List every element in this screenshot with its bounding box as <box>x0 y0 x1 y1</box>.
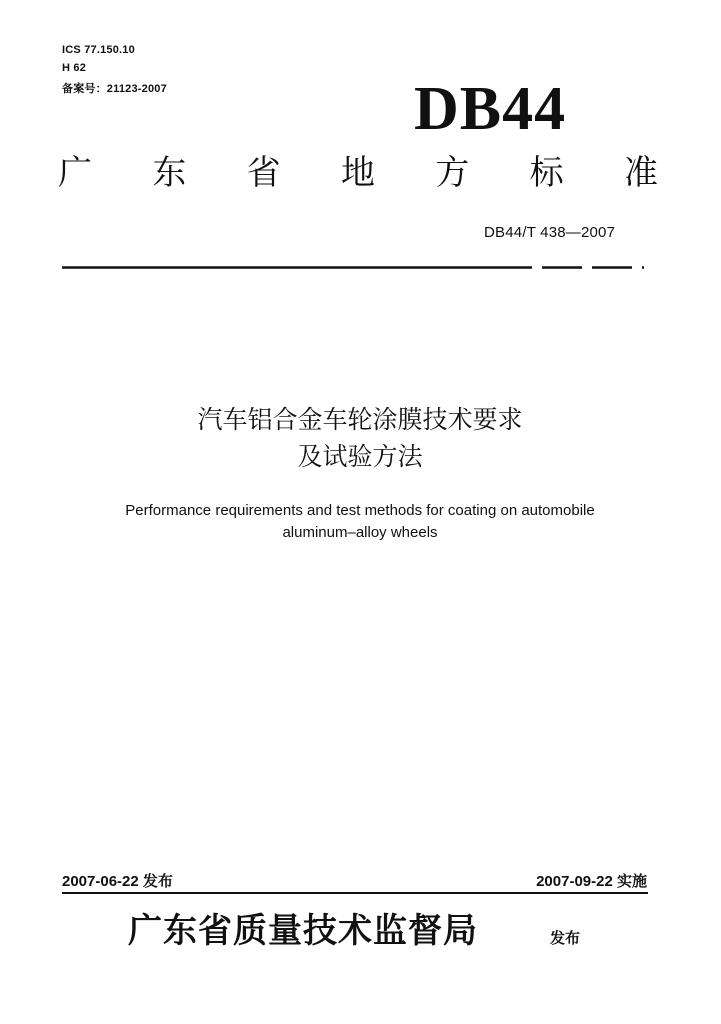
standard-number: DB44/T 438—2007 <box>484 224 616 241</box>
standard-type-char: 方 <box>435 153 470 193</box>
standard-type-char: 准 <box>623 153 658 193</box>
implementation-date: 2007-09-22 实施 <box>536 873 647 890</box>
issue-date: 2007-06-22 发布 <box>62 873 173 890</box>
header-rule <box>62 266 644 269</box>
title-cn-line2: 及试验方法 <box>297 442 423 471</box>
standard-type-char: 广 <box>58 153 92 193</box>
footer-rule <box>62 892 648 894</box>
standard-type-char: 标 <box>529 153 564 193</box>
title-en-line2: aluminum–alloy wheels <box>282 524 438 541</box>
title-en-line1: Performance requirements and test methods for coating on automobile <box>125 502 595 519</box>
ics-code: ICS 77.150.10 <box>62 44 135 56</box>
category-code: H 62 <box>62 62 87 74</box>
standard-type-title <box>58 153 658 193</box>
filing-number: 备案号：21123-2007 <box>62 83 167 95</box>
issuer-suffix: 发布 <box>550 929 581 947</box>
title-cn-line1: 汽车铝合金车轮涂膜技术要求 <box>197 405 523 434</box>
issuer-name: 广东省质量技术监督局 <box>128 911 478 951</box>
standard-type-char: 东 <box>152 153 187 193</box>
db-mark: DB44 <box>414 75 567 143</box>
standard-type-char: 省 <box>246 153 281 193</box>
standard-type-char: 地 <box>340 153 375 193</box>
